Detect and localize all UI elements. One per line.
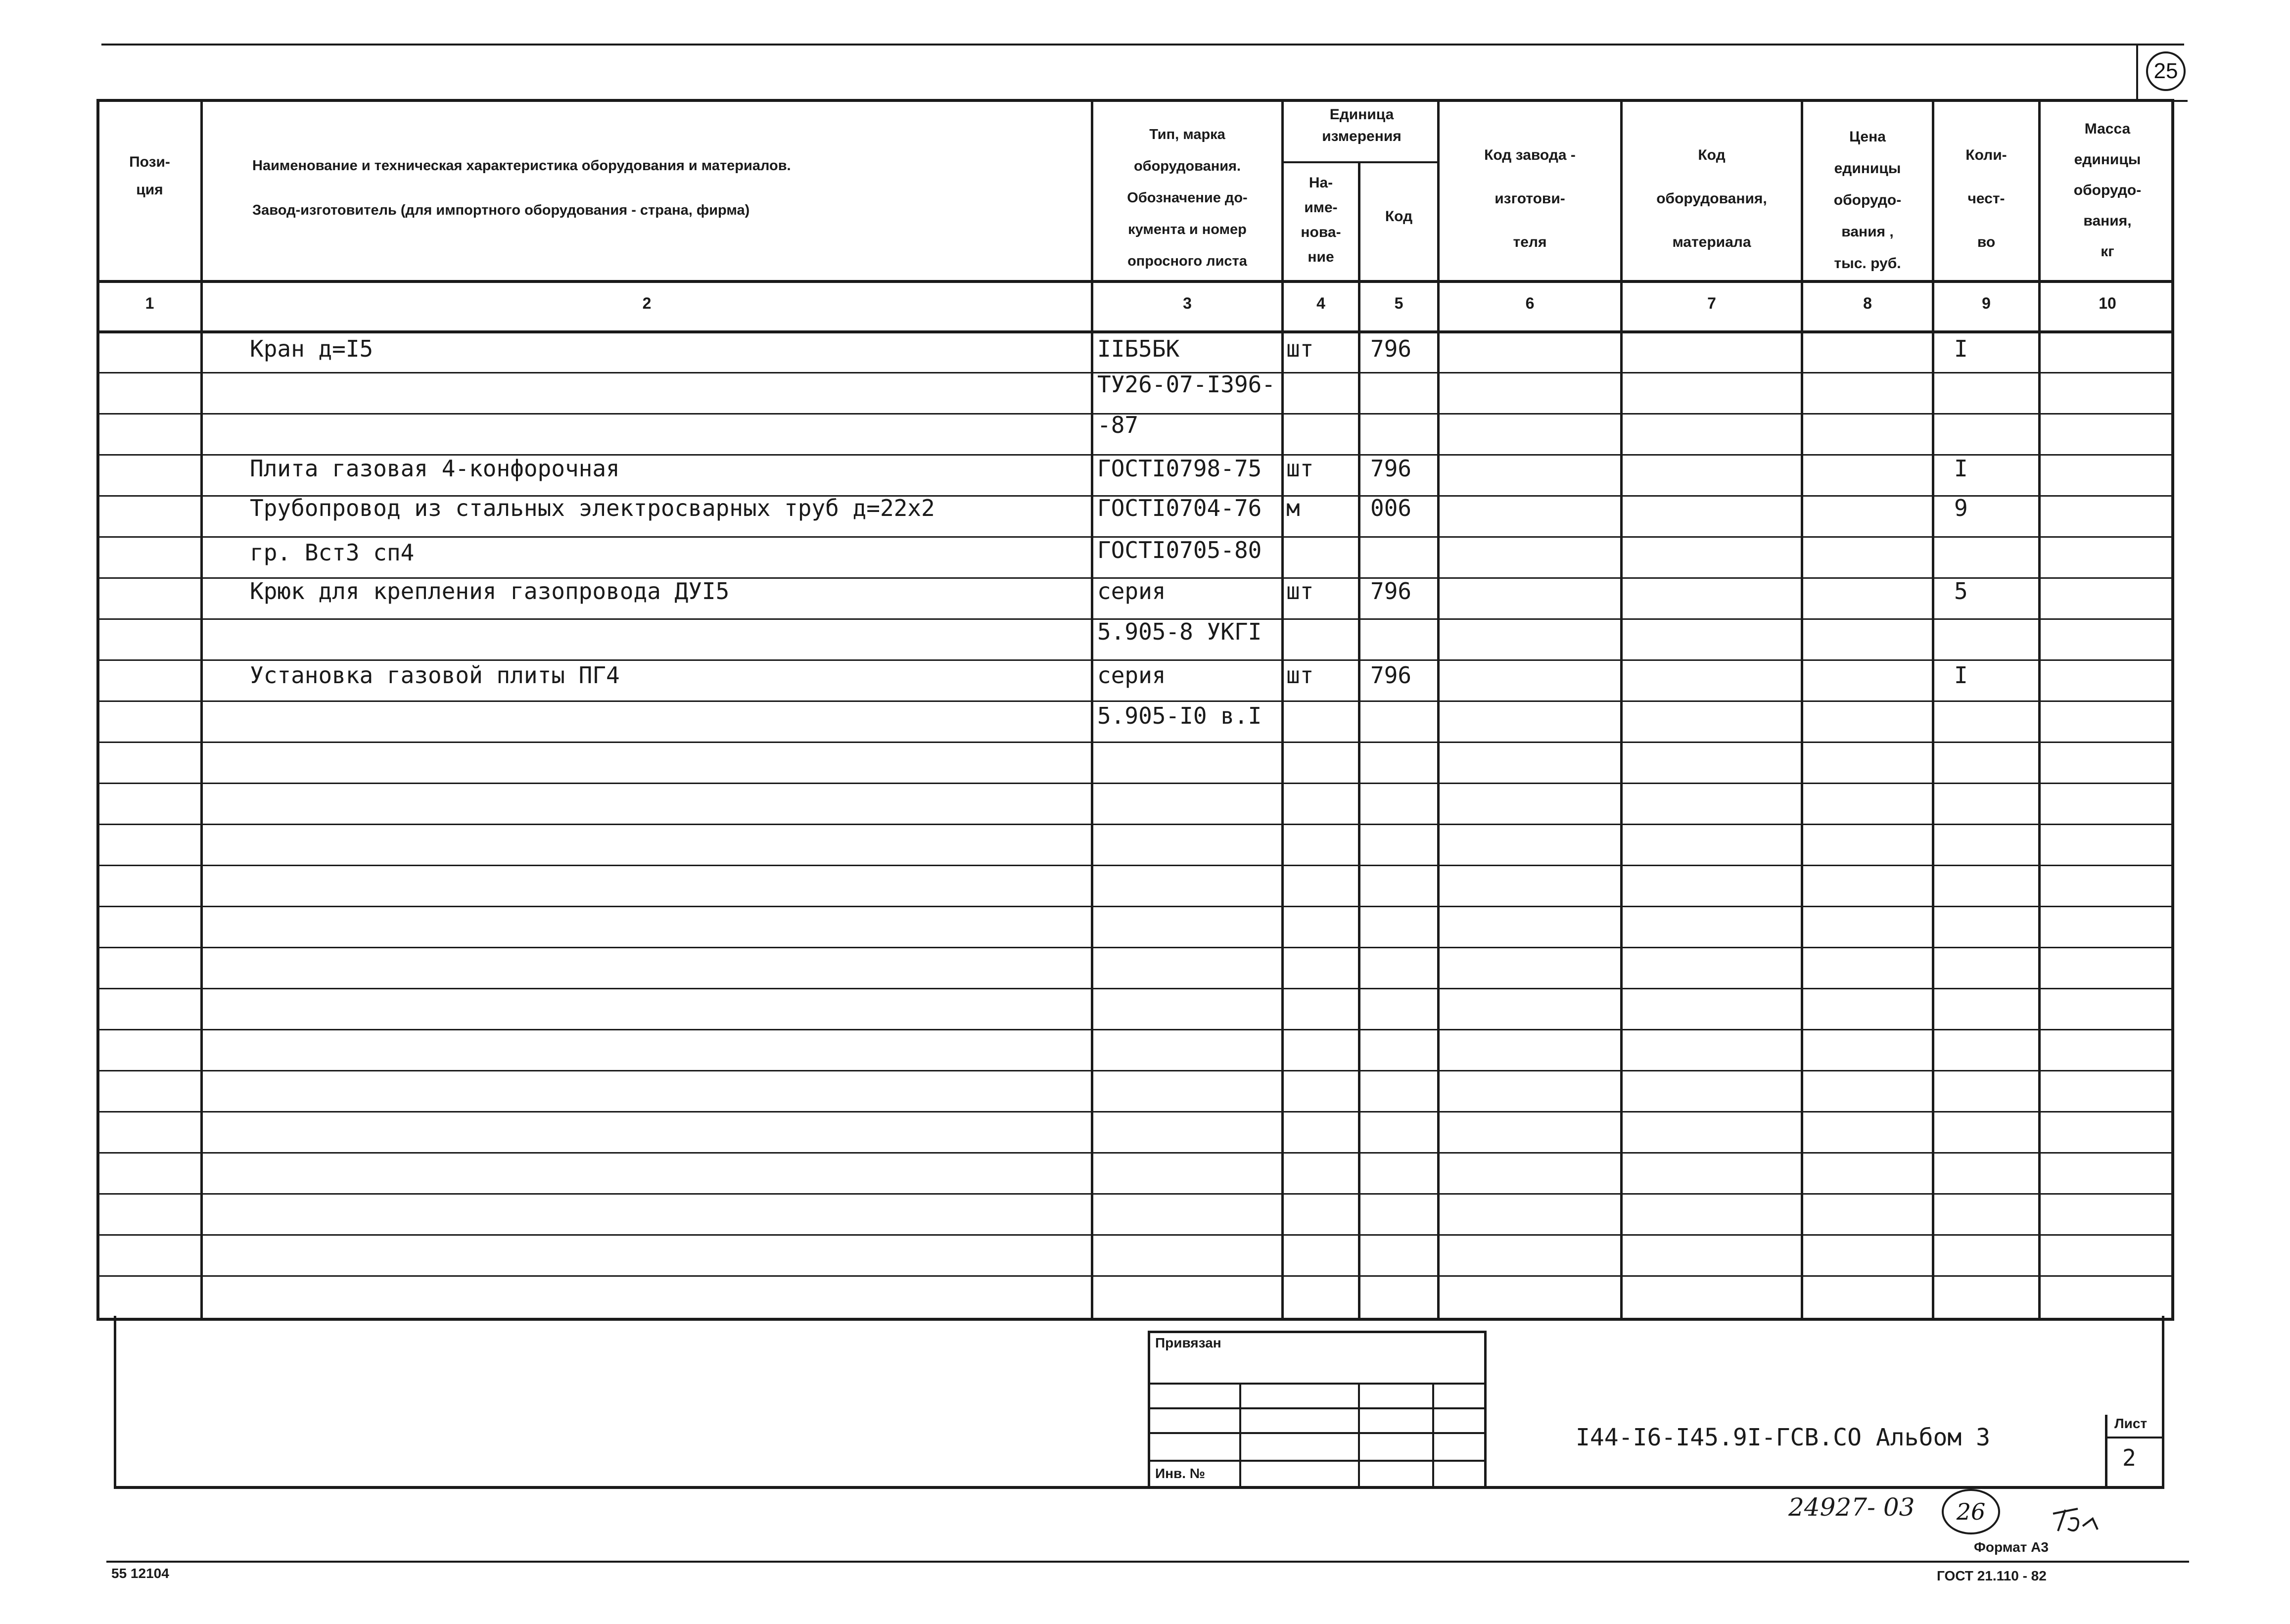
header-equipment-code: Код оборудования, материала [1656, 147, 1767, 250]
header-bottom-line [96, 280, 2174, 283]
format-label: Формат А3 [1974, 1539, 2049, 1555]
row-4-qty: I [1954, 455, 1968, 482]
row-6-type: ГОСТI0705-80 [1097, 537, 1262, 563]
row-9-type: серия [1097, 662, 1166, 689]
signature-icon [2043, 1499, 2103, 1538]
row-line [96, 1070, 2174, 1071]
footer-line [106, 1561, 2189, 1563]
inv-label: Инв. № [1155, 1466, 1206, 1481]
row-7-qty: 5 [1954, 578, 1968, 604]
row-4-code: 796 [1370, 455, 1412, 482]
row-7-type: серия [1097, 578, 1166, 604]
colnum-7: 7 [1707, 294, 1716, 312]
bound-label: Привязан [1155, 1335, 1221, 1350]
header-type: Тип, марка оборудования. Обозначение до- кумента и номер опросного листа [1127, 127, 1248, 269]
header-price: Цена единицы оборудо- вания , тыс. руб. [1833, 129, 1902, 272]
row-line [96, 988, 2174, 989]
sheet-box-line [2107, 1437, 2164, 1438]
row-line [96, 824, 2174, 825]
col-line-7 [1801, 99, 1803, 1321]
colnum-1: 1 [145, 294, 154, 312]
colnum-10: 10 [2099, 294, 2116, 312]
row-9-qty: I [1954, 662, 1968, 689]
sheet-box [2105, 1415, 2164, 1489]
col-line-8 [1932, 99, 1934, 1321]
row-5-qty: 9 [1954, 495, 1968, 521]
row-9-unit: шт [1286, 662, 1314, 689]
header-mass: Масса единицы оборудо- вания, кг [2073, 121, 2142, 260]
row-line [96, 1111, 2174, 1113]
row-7-name: Крюк для крепления газопровода ДУI5 [250, 578, 730, 604]
row-line [96, 1275, 2174, 1277]
colnum-3: 3 [1183, 294, 1192, 312]
row-5-type: ГОСТI0704-76 [1097, 495, 1262, 521]
row-1-code: 796 [1370, 335, 1412, 362]
handwritten-circle [1942, 1489, 2000, 1534]
col-line-3 [1281, 99, 1284, 1321]
colnum-bottom-line [96, 330, 2174, 333]
row-9-name: Установка газовой плиты ПГ4 [250, 662, 620, 689]
sheet-label: Лист [2114, 1416, 2148, 1431]
row-line [96, 742, 2174, 743]
colnum-5: 5 [1394, 294, 1403, 312]
header-unit-name: На- име- нова- ние [1301, 175, 1341, 265]
row-line [96, 700, 2174, 702]
stamp-vline-1 [1239, 1383, 1241, 1486]
row-1-qty: I [1954, 335, 1968, 362]
header-factory-code: Код завода - изготови- теля [1484, 147, 1576, 250]
row-1-unit: шт [1286, 335, 1314, 362]
row-line [96, 659, 2174, 661]
colnum-8: 8 [1863, 294, 1872, 312]
binding-stamp [1148, 1331, 1487, 1489]
row-line [96, 1234, 2174, 1236]
print-number: 55 12104 [111, 1566, 169, 1581]
header-unit-group: Единица измерения [1322, 106, 1402, 144]
row-5-code: 006 [1370, 495, 1412, 521]
colnum-9: 9 [1982, 294, 1991, 312]
colnum-2: 2 [642, 294, 652, 312]
row-7-unit: шт [1286, 578, 1314, 604]
row-5-name: Трубопровод из стальных электросварных труб д=22х2 [250, 495, 935, 521]
header-position: Пози- ция [129, 154, 170, 198]
gost-label: ГОСТ 21.110 - 82 [1937, 1568, 2047, 1583]
row-line [96, 906, 2174, 907]
unit-group-line [1281, 161, 1440, 163]
colnum-4: 4 [1316, 294, 1325, 312]
row-6-name: гр. Вст3 сп4 [250, 539, 415, 566]
row-4-type: ГОСТI0798-75 [1097, 455, 1262, 482]
row-9-code: 796 [1370, 662, 1412, 689]
header-unit-code: Код [1385, 208, 1413, 225]
row-5-unit: м [1286, 495, 1300, 521]
stamp-vline-2 [1358, 1383, 1360, 1486]
row-line [96, 947, 2174, 948]
row-line [96, 783, 2174, 784]
stamp-vline-3 [1432, 1383, 1434, 1486]
sheet-number-top: 25 [2153, 59, 2178, 83]
row-8-type: 5.905-8 УКГI [1097, 618, 1262, 645]
col-line-9 [2038, 99, 2041, 1321]
col-line-6 [1620, 99, 1623, 1321]
col-line-1 [200, 99, 203, 1321]
sheet-number-circle [2146, 51, 2186, 91]
row-4-name: Плита газовая 4-конфорочная [250, 455, 620, 482]
row-10-type: 5.905-I0 в.I [1097, 702, 1262, 729]
row-4-unit: шт [1286, 455, 1314, 482]
row-3-type: -87 [1097, 412, 1139, 438]
row-7-code: 796 [1370, 578, 1412, 604]
document-code: I44-I6-I45.9I-ГСВ.СО Альбом 3 [1576, 1424, 1991, 1451]
sheet-value: 2 [2122, 1444, 2136, 1471]
colnum-6: 6 [1525, 294, 1535, 312]
row-line [96, 865, 2174, 866]
header-quantity: Коли- чест- во [1965, 147, 2007, 250]
header-name: Наименование и техническая характеристика оборудования и материалов. Завод-изготовитель (для импортного оборудования - страна, фирма) [252, 158, 791, 218]
top-frame-line [101, 44, 2184, 46]
handwritten-circle-text: 26 [1956, 1498, 1986, 1525]
row-2-type: ТУ26-07-I396- [1097, 371, 1276, 398]
row-line [96, 1193, 2174, 1195]
col-line-2 [1091, 99, 1093, 1321]
row-1-type: IIБ5БК [1097, 335, 1180, 362]
col-line-5 [1437, 99, 1440, 1321]
row-line [96, 1152, 2174, 1154]
row-line [96, 1029, 2174, 1030]
bottom-frame [114, 1316, 2164, 1489]
row-1-name: Кран д=I5 [250, 335, 374, 362]
handwritten-number: 24927- 03 [1788, 1493, 1915, 1522]
